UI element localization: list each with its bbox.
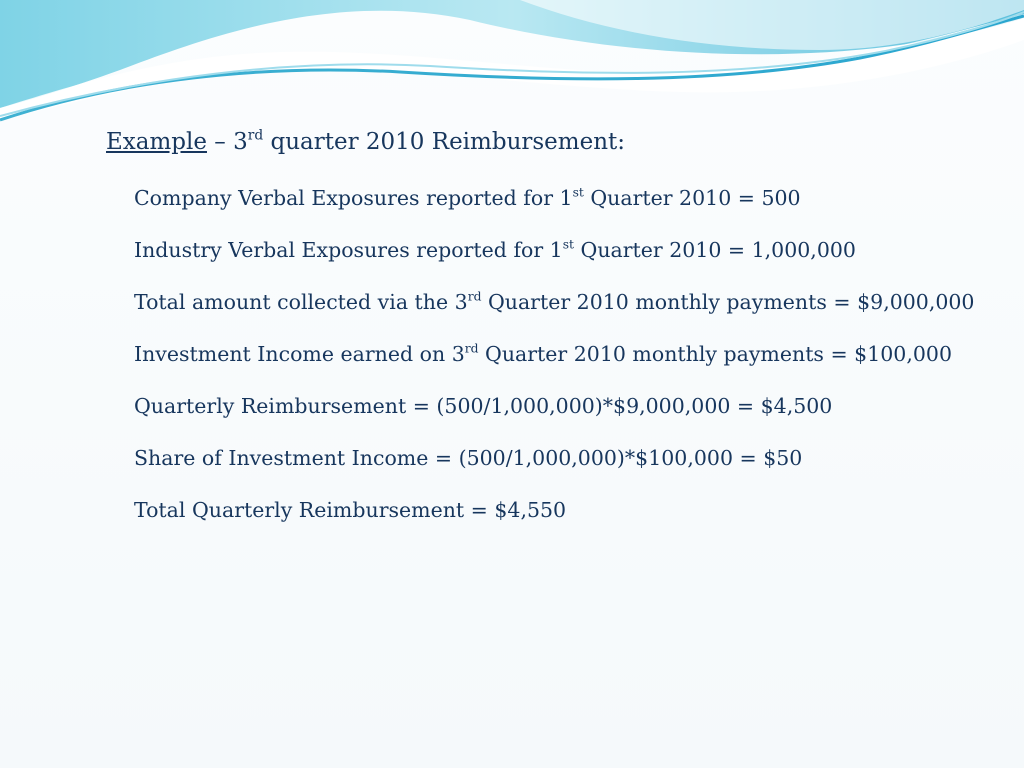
item-text: Share of Investment Income = (500/1,000,000)*$100,000 = $50 <box>134 446 803 470</box>
item-ordinal: st <box>572 185 584 200</box>
item-text-rest: Quarter 2010 = 500 <box>583 186 801 210</box>
list-item <box>134 392 984 420</box>
item-text-rest: Quarter 2010 = 1,000,000 <box>574 238 856 262</box>
item-text: Quarterly Reimbursement = (500/1,000,000)*$9,000,000 = $4,500 <box>134 394 833 418</box>
item-text: Total Quarterly Reimbursement = $4,550 <box>134 498 567 522</box>
list-item <box>134 184 984 212</box>
list-item <box>134 496 984 524</box>
item-ordinal: rd <box>464 341 479 356</box>
heading-rest: quarter 2010 Reimbursement: <box>263 129 626 155</box>
item-ordinal: rd <box>467 289 482 304</box>
decorative-wave-header <box>0 0 1024 140</box>
item-text: Total amount collected via the 3 <box>134 290 468 314</box>
list-item <box>134 288 984 316</box>
item-text: Company Verbal Exposures reported for 1 <box>134 186 573 210</box>
slide-heading <box>106 124 986 160</box>
item-text-rest: Quarter 2010 monthly payments = $9,000,000 <box>481 290 975 314</box>
item-text: Investment Income earned on 3 <box>134 342 465 366</box>
slide-body <box>134 184 984 548</box>
list-item <box>134 236 984 264</box>
item-text-rest: Quarter 2010 monthly payments = $100,000 <box>478 342 952 366</box>
list-item <box>134 340 984 368</box>
heading-ordinal: rd <box>247 127 264 144</box>
item-text: Industry Verbal Exposures reported for 1 <box>134 238 563 262</box>
list-item <box>134 444 984 472</box>
item-ordinal: st <box>562 237 574 252</box>
heading-dash-prefix: – 3 <box>206 129 248 155</box>
heading-example-word: Example <box>106 129 207 155</box>
